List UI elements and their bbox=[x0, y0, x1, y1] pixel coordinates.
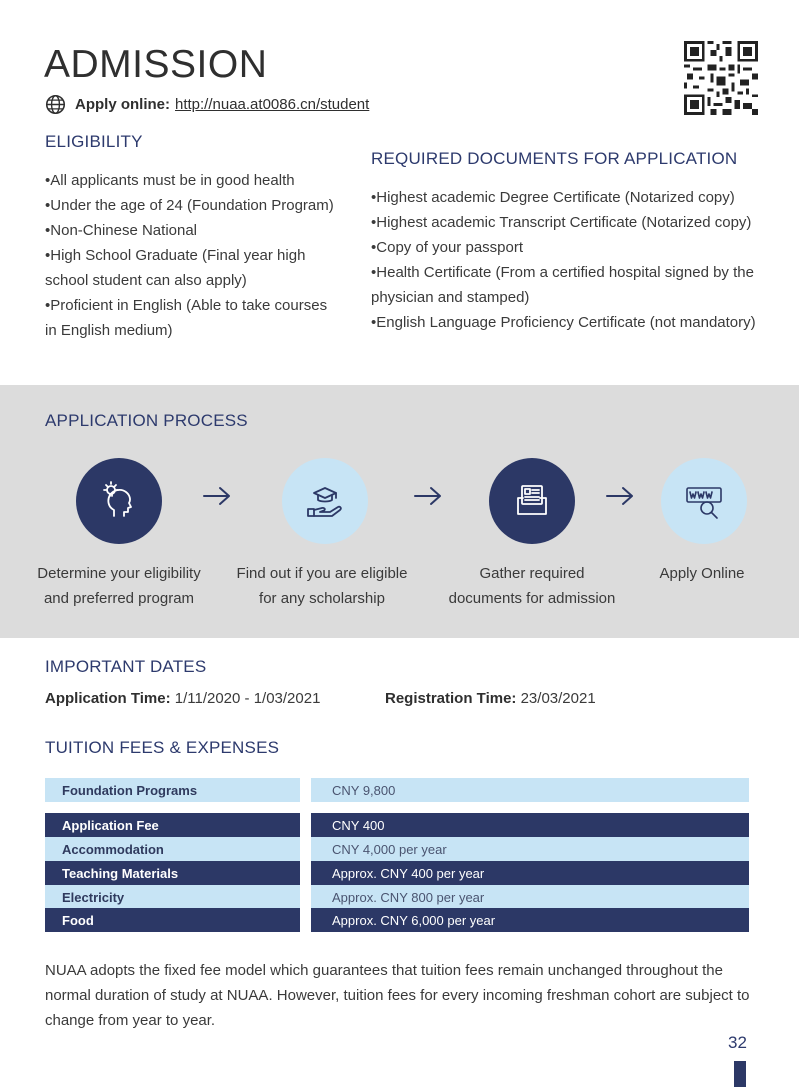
step-2-label: Find out if you are eligible for any scholarship bbox=[236, 565, 408, 607]
step-1-circle bbox=[76, 458, 162, 544]
list-item: • Copy of your passport bbox=[371, 235, 786, 260]
step-3-circle bbox=[489, 458, 575, 544]
registration-time bbox=[385, 690, 596, 707]
step-2-circle bbox=[282, 458, 368, 544]
arrow-right-icon bbox=[605, 484, 635, 508]
fee-policy-note: NUAA adopts the fixed fee model which guarantees that tuition fees remain unchanged throughout the normal duration of study at NUAA. However, tuition fees for every incoming freshman cohort are subject to change from year to year. bbox=[45, 962, 750, 1029]
list-item: • All applicants must be in good health bbox=[45, 168, 335, 193]
fee-item: Electricity bbox=[45, 885, 300, 909]
list-item: • Highest academic Degree Certificate (Notarized copy) bbox=[371, 185, 786, 210]
fee-amount: Approx. CNY 400 per year bbox=[311, 861, 749, 885]
fee-item: Food bbox=[45, 908, 300, 932]
fee-item: Foundation Programs bbox=[45, 778, 300, 802]
fee-amount: CNY 4,000 per year bbox=[311, 837, 749, 861]
globe-icon bbox=[45, 94, 66, 115]
step-1-label: Determine your eligibility and preferred program bbox=[37, 565, 201, 607]
www-search-icon bbox=[679, 476, 729, 526]
fee-item: Application Fee bbox=[45, 813, 300, 837]
step-3-label: Gather required documents for admission bbox=[448, 565, 616, 607]
application-time-label: Application Time: bbox=[45, 690, 171, 707]
application-time bbox=[45, 690, 320, 707]
fees-heading: TUITION FEES & EXPENSES bbox=[45, 738, 280, 757]
registration-time-label: Registration Time: bbox=[385, 690, 517, 707]
list-item: • Health Certificate (From a certified hospital signed by the physician and stamped) bbox=[371, 260, 786, 310]
document-folder-icon bbox=[507, 476, 557, 526]
fee-item: Teaching Materials bbox=[45, 861, 300, 885]
eligibility-list bbox=[45, 168, 335, 343]
process-heading: APPLICATION PROCESS bbox=[45, 411, 248, 430]
step-4-circle bbox=[661, 458, 747, 544]
list-item: • Non-Chinese National bbox=[45, 218, 335, 243]
arrow-right-icon bbox=[413, 484, 443, 508]
head-lightbulb-icon bbox=[94, 476, 144, 526]
eligibility-heading: ELIGIBILITY bbox=[45, 132, 143, 151]
fee-amount: CNY 9,800 bbox=[311, 778, 749, 802]
documents-list bbox=[371, 185, 786, 335]
fee-amount: Approx. CNY 800 per year bbox=[311, 885, 749, 909]
step-4-label: Apply Online bbox=[659, 565, 745, 582]
fee-item: Accommodation bbox=[45, 837, 300, 861]
list-item: • Proficient in English (Able to take courses in English medium) bbox=[45, 293, 335, 343]
registration-time-value: 23/03/2021 bbox=[520, 690, 596, 707]
page-number: 32 bbox=[728, 1033, 747, 1052]
list-item: • Under the age of 24 (Foundation Program) bbox=[45, 193, 335, 218]
apply-online-link[interactable]: http://nuaa.at0086.cn/student bbox=[175, 96, 370, 113]
page-marker-bar bbox=[734, 1061, 746, 1087]
arrow-right-icon bbox=[202, 484, 232, 508]
list-item: • English Language Proficiency Certificate (not mandatory) bbox=[371, 310, 786, 335]
page-title: ADMISSION bbox=[44, 43, 268, 86]
apply-online-line bbox=[45, 94, 369, 115]
list-item: • Highest academic Transcript Certificate (Notarized copy) bbox=[371, 210, 786, 235]
documents-heading: REQUIRED DOCUMENTS FOR APPLICATION bbox=[371, 149, 738, 168]
fee-amount: CNY 400 bbox=[311, 813, 749, 837]
graduation-cap-hand-icon bbox=[300, 476, 350, 526]
fee-amount: Approx. CNY 6,000 per year bbox=[311, 908, 749, 932]
application-time-value: 1/11/2020 - 1/03/2021 bbox=[174, 690, 321, 707]
qr-code-icon bbox=[684, 41, 758, 115]
apply-online-label: Apply online: bbox=[75, 96, 170, 113]
list-item: • High School Graduate (Final year high school student can also apply) bbox=[45, 243, 335, 293]
dates-heading: IMPORTANT DATES bbox=[45, 657, 207, 676]
